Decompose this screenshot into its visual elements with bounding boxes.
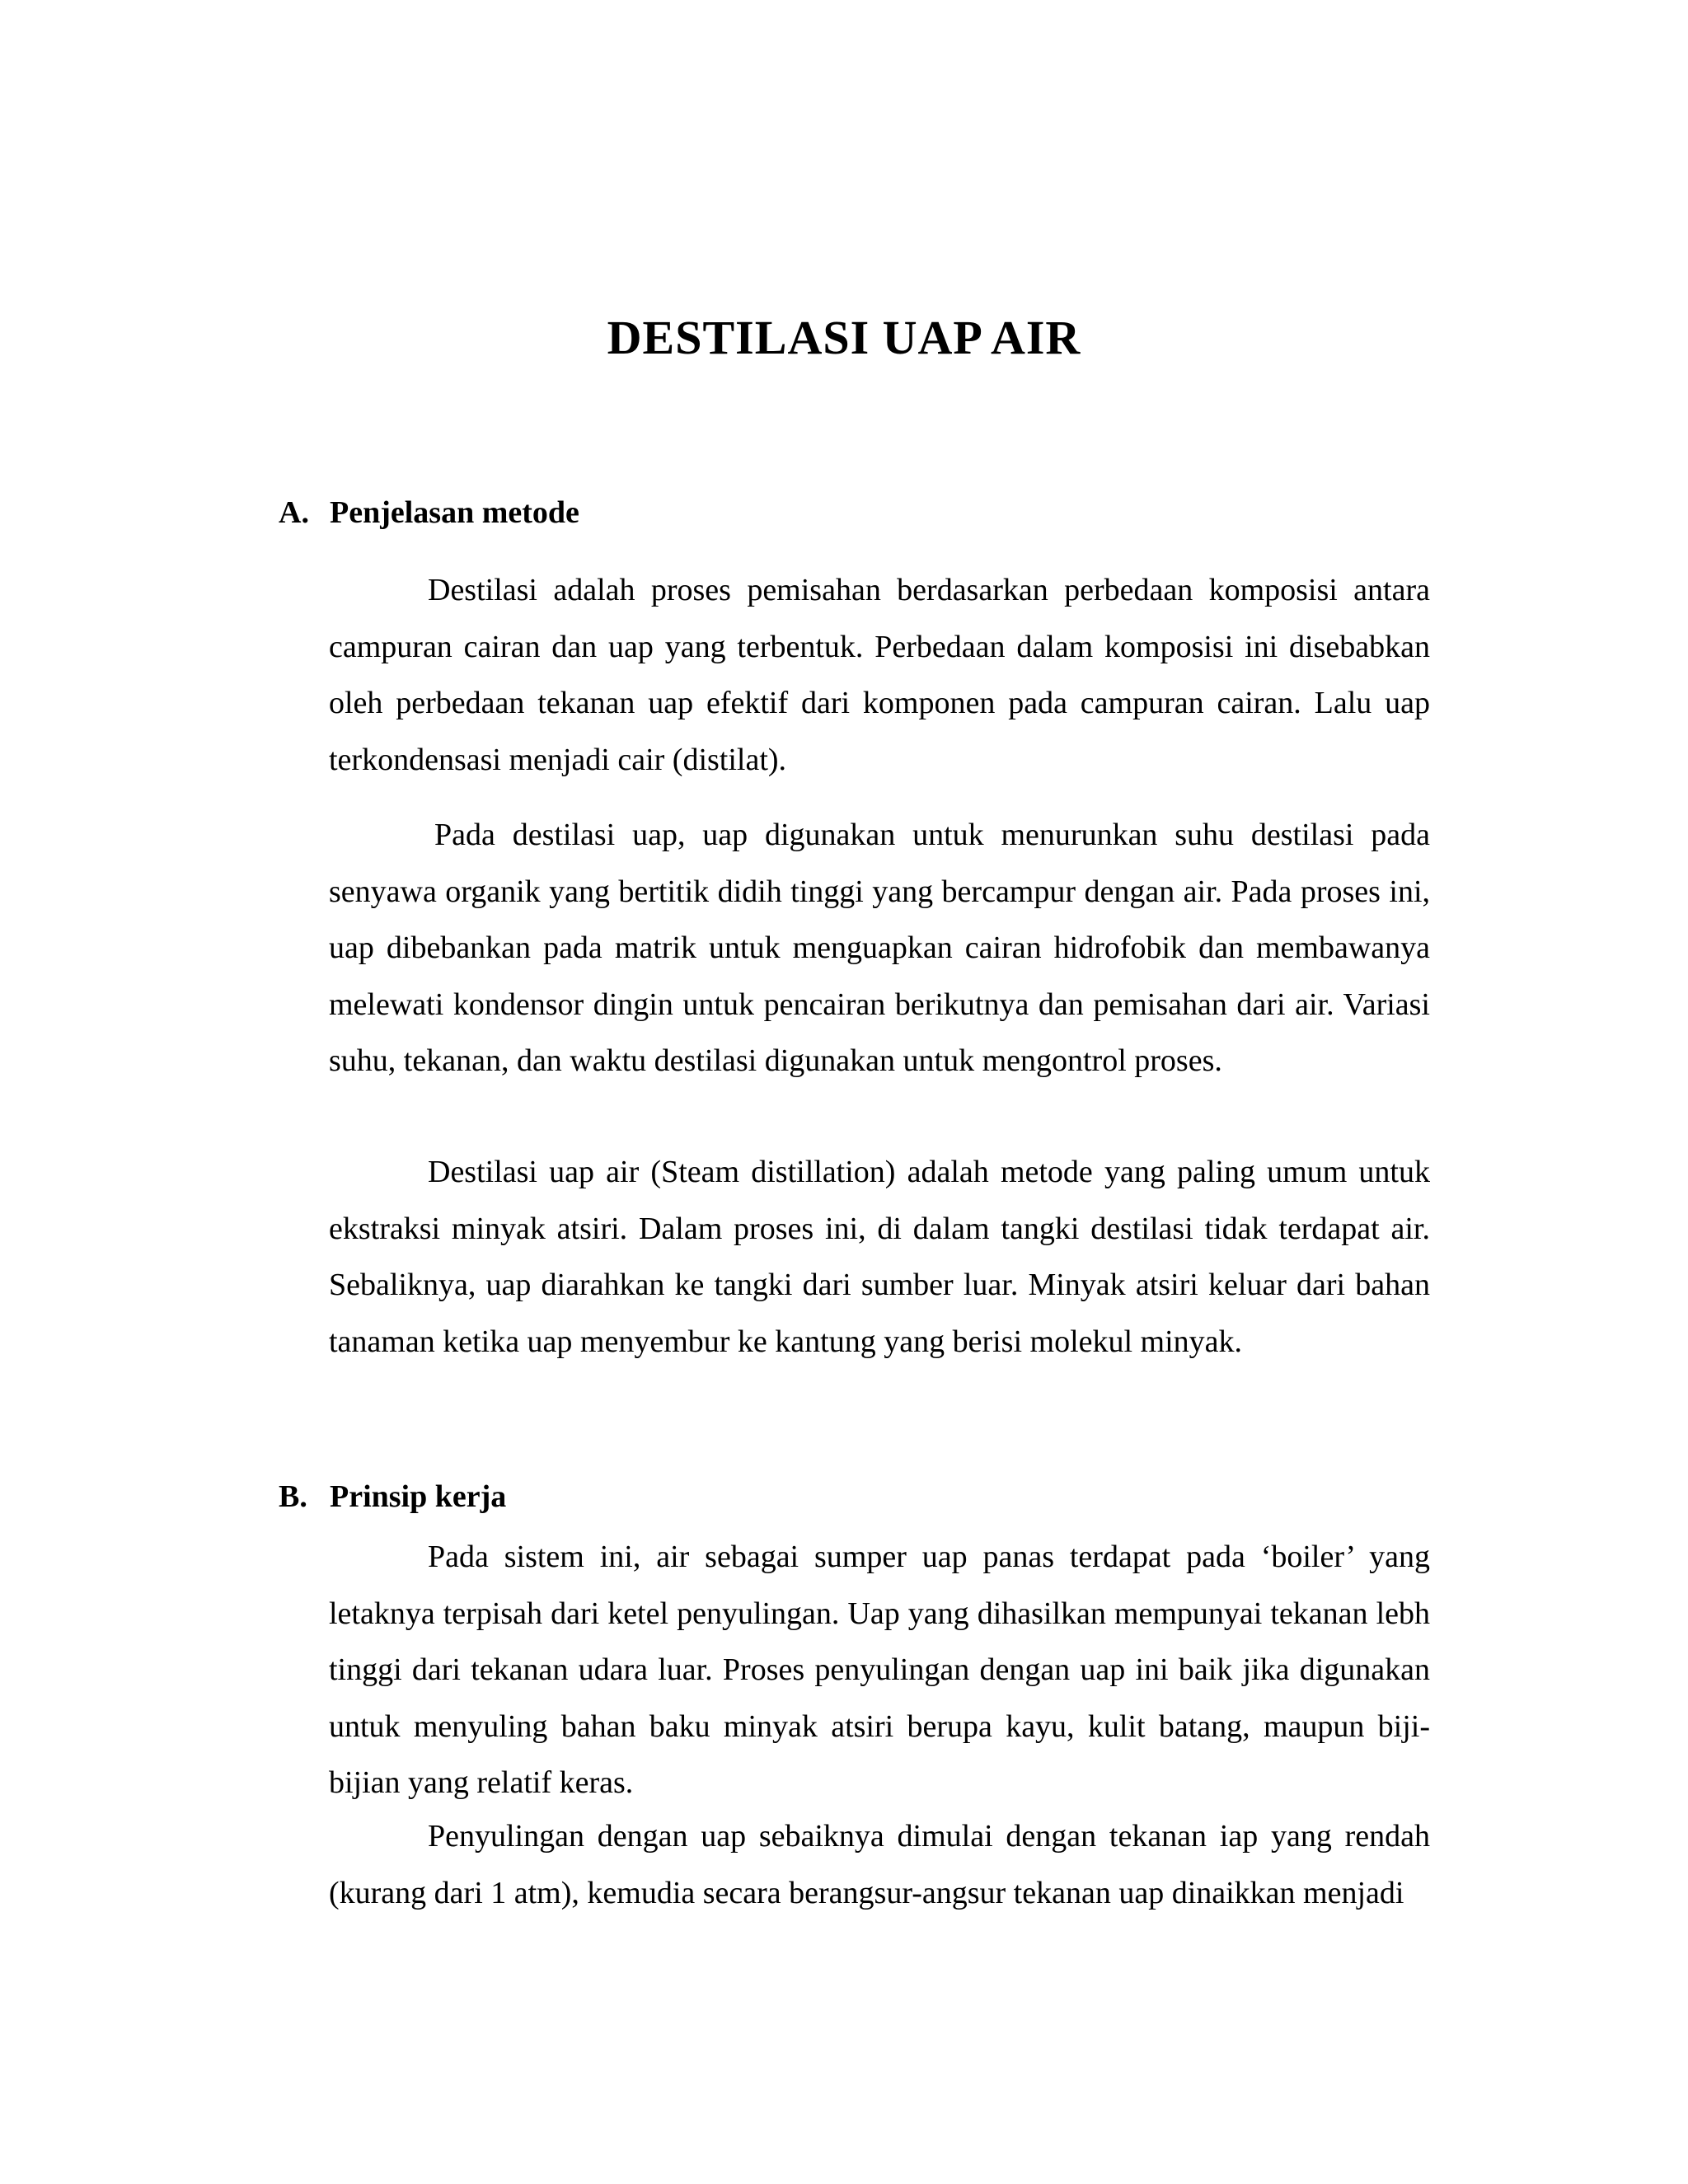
section-a-paragraph-3: Destilasi uap air (Steam distillation) adalah metode yang paling umum untuk ekstraksi minyak atsiri. Dalam proses ini, di dalam tangki destilasi tidak terdapat air. Sebaliknya, uap diarahkan ke tangki dari sumber luar. Minyak atsiri keluar dari bahan tanaman ketika uap menyembur ke kantung yang berisi molekul minyak. [329, 1155, 1430, 1359]
section-a-title: Penjelasan metode [330, 495, 579, 530]
section-a-paragraph-2: Pada destilasi uap, uap digunakan untuk menurunkan suhu destilasi pada senyawa organik yang bertitik didih tinggi yang bercampur dengan air. Pada proses ini, uap dibebankan pada matrik untuk menguapkan cairan hidrofobik dan membawanya melewati kondensor dingin untuk pencairan berikutnya dan pemisahan dari air. Variasi suhu, tekanan, dan waktu destilasi digunakan untuk mengontrol proses. [329, 818, 1430, 1078]
section-a-paragraph-1: Destilasi adalah proses pemisahan berdasarkan perbedaan komposisi antara campuran cairan dan uap yang terbentuk. Perbedaan dalam komposisi ini disebabkan oleh perbedaan tekanan uap efektif dari komponen pada campuran cairan. Lalu uap terkondensasi menjadi cair (distilat). [329, 573, 1430, 777]
section-a-heading [279, 490, 579, 536]
page-title: DESTILASI UAP AIR [607, 311, 1081, 364]
section-b-paragraph-1: Pada sistem ini, air sebagai sumper uap panas terdapat pada ‘boiler’ yang letaknya terpisah dari ketel penyulingan. Uap yang dihasilkan mempunyai tekanan lebh tinggi dari tekanan udara luar. Proses penyulingan dengan uap ini baik jika digunakan untuk menyuling bahan baku minyak atsiri berupa kayu, kulit batang, maupun biji-bijian yang relatif keras. [329, 1540, 1430, 1800]
section-b-title: Prinsip kerja [330, 1479, 507, 1514]
section-b-paragraph-2: Penyulingan dengan uap sebaiknya dimulai dengan tekanan iap yang rendah (kurang dari 1 atm), kemudia secara berangsur-angsur tekanan uap dinaikkan menjadi [329, 1819, 1430, 1910]
section-a-letter: A. [279, 495, 309, 530]
section-b-letter: B. [279, 1479, 307, 1514]
section-b-heading [279, 1474, 506, 1520]
